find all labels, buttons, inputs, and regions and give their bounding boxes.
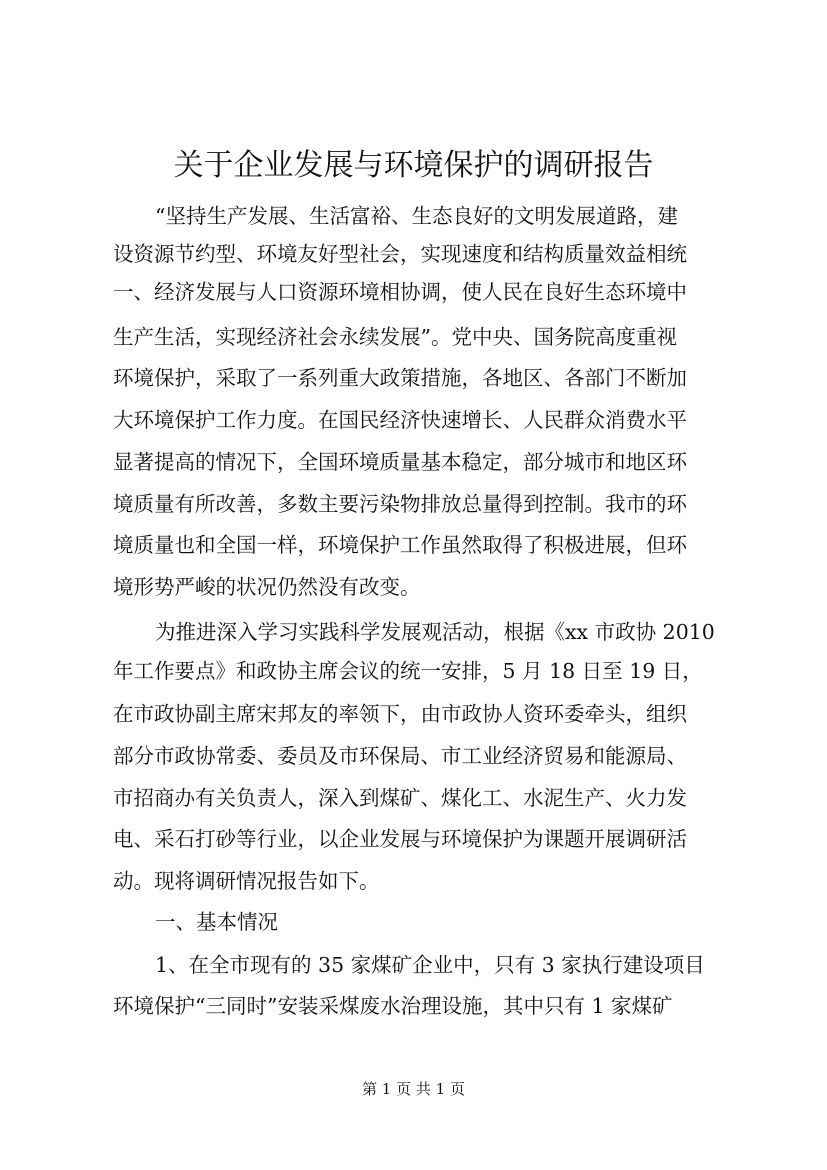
paragraph-2-line-2: 年工作要点》和政协主席会议的统一安排，5 月 18 日至 19 日， xyxy=(113,659,703,683)
paragraph-1-line-7: 显著提高的情况下，全国环境质量基本稳定，部分城市和地区环 xyxy=(113,450,687,474)
paragraph-1-line-2: 设资源节约型、环境友好型社会，实现速度和结构质量效益相统 xyxy=(113,242,687,266)
paragraph-1-line-10: 境形势严峻的状况仍然没有改变。 xyxy=(113,575,421,599)
paragraph-3-line-2: 环境保护“三同时”安装采煤废水治理设施，其中只有 1 家煤矿 xyxy=(113,994,673,1018)
paragraph-2-line-5: 市招商办有关负责人，深入到煤矿、煤化工、水泥生产、火力发 xyxy=(113,786,687,810)
paragraph-2-line-6: 电、采石打砂等行业，以企业发展与环境保护为课题开展调研活 xyxy=(113,827,687,851)
section-heading: 一、基本情况 xyxy=(155,910,278,934)
paragraph-2-line-4: 部分市政协常委、委员及市环保局、市工业经济贸易和能源局、 xyxy=(113,744,687,768)
paragraph-2-line-7: 动。现将调研情况报告如下。 xyxy=(113,869,380,893)
paragraph-1-line-1: “坚持生产发展、生活富裕、生态良好的文明发展道路，建 xyxy=(155,204,678,228)
paragraph-1-line-9: 境质量也和全国一样，环境保护工作虽然取得了积极进展，但环 xyxy=(113,533,687,557)
paragraph-1-line-8: 境质量有所改善，多数主要污染物排放总量得到控制。我市的环 xyxy=(113,492,687,516)
paragraph-1-line-4: 生产生活，实现经济社会永续发展”。党中央、国务院高度重视 xyxy=(113,325,677,349)
paragraph-2-line-3: 在市政协副主席宋邦友的率领下，由市政协人资环委牵头，组织 xyxy=(113,702,687,726)
paragraph-2-line-1: 为推进深入学习实践科学发展观活动，根据《xx 市政协 2010 xyxy=(155,620,715,644)
page-indicator: 第 1 页 共 1 页 xyxy=(362,1080,465,1098)
paragraph-1-line-6: 大环境保护工作力度。在国民经济快速增长、人民群众消费水平 xyxy=(113,408,687,432)
paragraph-3-line-1: 1、在全市现有的 35 家煤矿企业中，只有 3 家执行建设项目 xyxy=(155,953,705,977)
paragraph-1-line-3: 一、经济发展与人口资源环境相协调，使人民在良好生态环境中 xyxy=(113,280,687,304)
document-title: 关于企业发展与环境保护的调研报告 xyxy=(173,148,654,183)
paragraph-1-line-5: 环境保护，采取了一系列重大政策措施，各地区、各部门不断加 xyxy=(113,366,687,390)
